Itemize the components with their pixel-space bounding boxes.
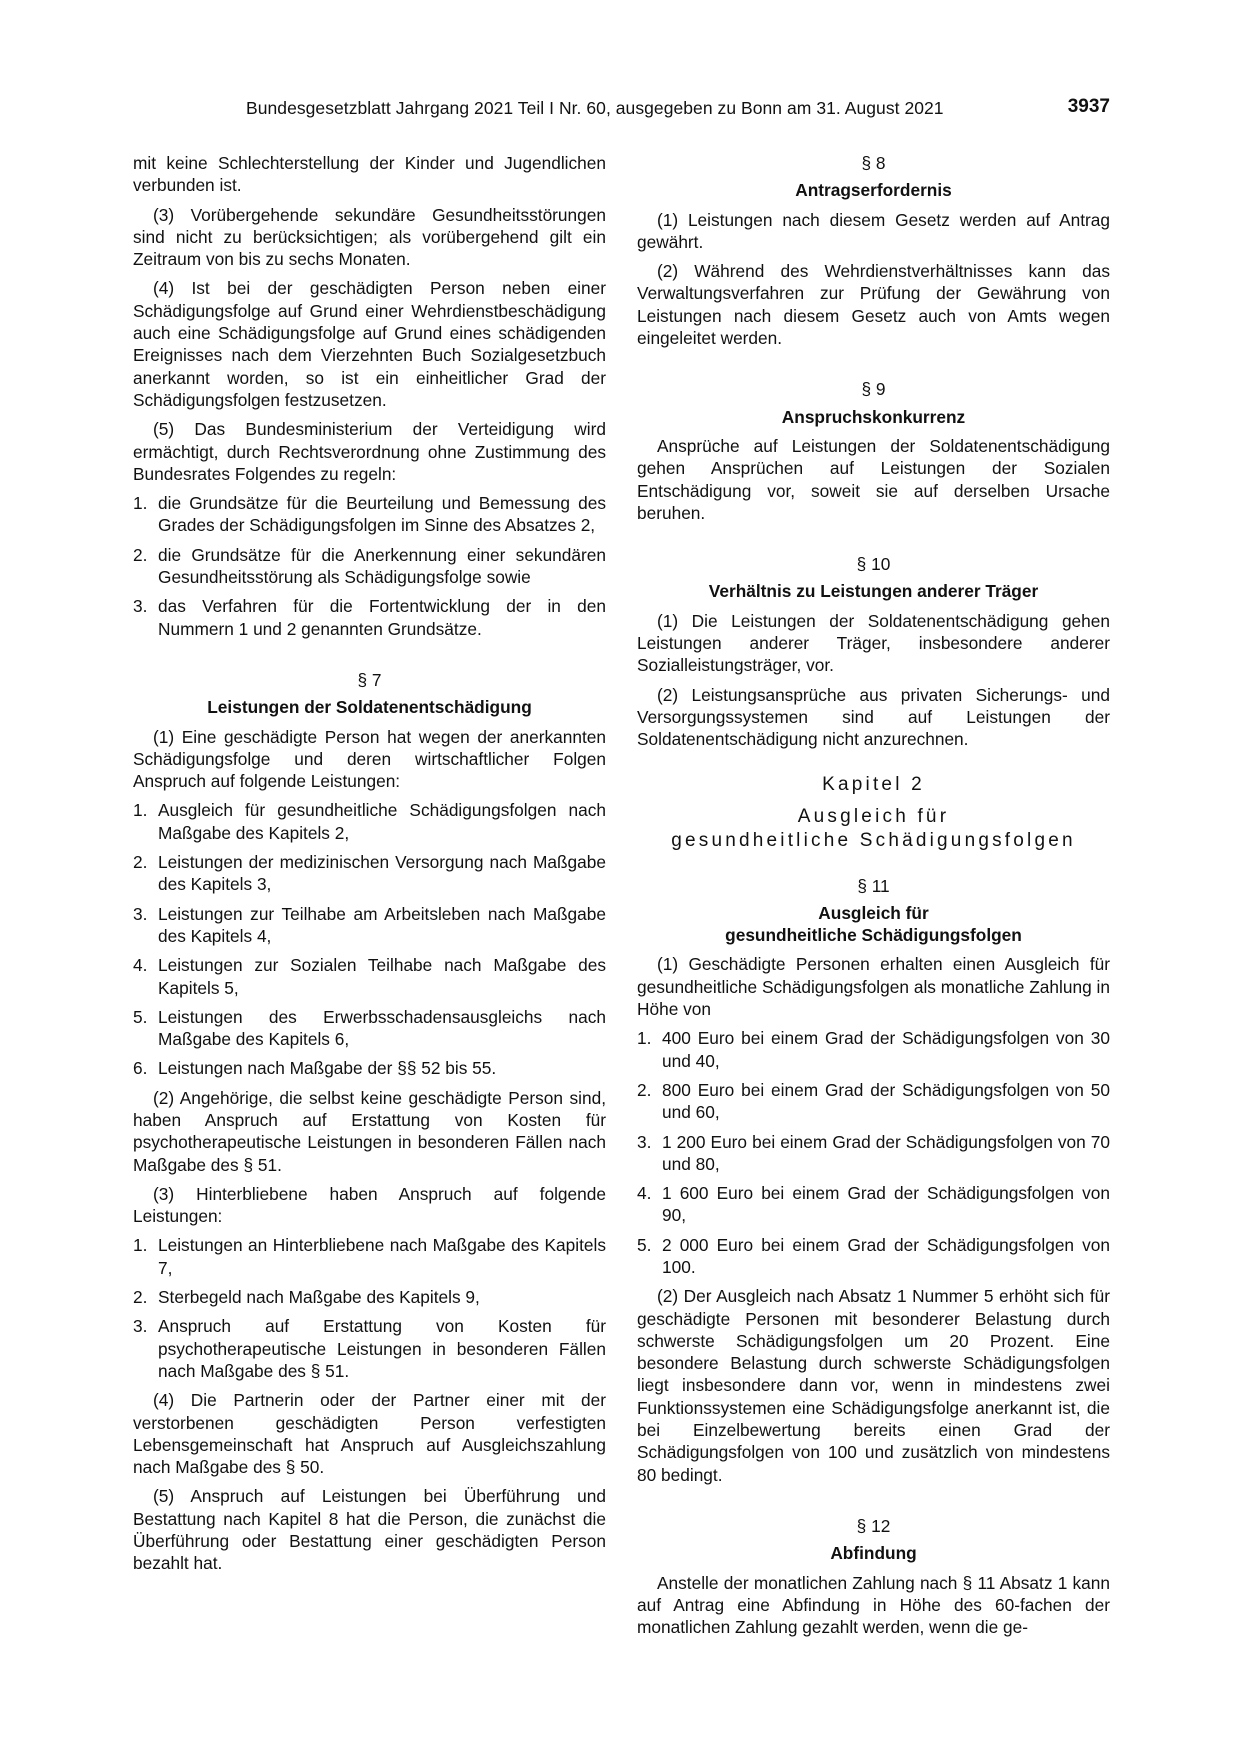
list-text: Leistungen nach Maßgabe der §§ 52 bis 55.	[158, 1058, 497, 1079]
paragraph: (1) Leistungen nach diesem Gesetz werden auf Antrag gewährt.	[637, 209, 1110, 252]
paragraph: Ansprüche auf Leistungen der Soldatenentschädigung gehen Ansprüchen auf Leistungen der Sozialen Entschädigung vor, soweit sie auf derselben Ursache beruhen.	[637, 435, 1110, 523]
numbered-list	[133, 799, 606, 1079]
list-number: 5.	[637, 1234, 652, 1255]
page-header	[246, 98, 1110, 128]
section-title: Abfindung	[830, 1543, 917, 1564]
list-number: 1.	[133, 800, 148, 821]
numbered-list	[637, 1027, 1110, 1278]
paragraph: (1) Geschädigte Personen erhalten einen Ausgleich für gesundheitliche Schädigungsfolgen als monatliche Zahlung in Höhe von	[637, 954, 1110, 1020]
paragraph: (4) Ist bei der geschädigten Person neben einer Schädigungsfolge auf Grund einer Wehrdienstbeschädigung auch eine Schädigungsfolge auf Grund eines schädigenden Ereignisses nach dem Vierzehnten Buch Sozialgesetzbuch anerkannt worden, so ist ein einheitlicher Grad der Schädigungsfolgen festzusetzen.	[133, 278, 606, 410]
list-item	[133, 1315, 606, 1382]
list-item	[637, 1234, 1110, 1279]
paragraph: (2) Während des Wehrdienstverhältnisses kann das Verwaltungsverfahren zur Prüfung der Gewährung von Leistungen nach diesem Gesetz auch von Amts wegen eingeleitet werden.	[637, 261, 1110, 349]
section-number: § 9	[861, 379, 886, 400]
list-item	[637, 1131, 1110, 1176]
list-text: Sterbegeld nach Maßgabe des Kapitels 9,	[158, 1287, 480, 1308]
chapter-heading: Kapitel 2	[822, 773, 925, 795]
list-number: 6.	[133, 1058, 148, 1079]
paragraph: (2) Der Ausgleich nach Absatz 1 Nummer 5 erhöht sich für geschädigte Personen mit besonderer Belastung durch schwerste Schädigungsfolgen um 20 Prozent. Eine besondere Belastung durch schwerste Schädigungsfolgen liegt insbesondere dann vor, wenn in mindestens zwei Funktionssystemen eine Schädigungsfolge anerkannt ist, die bei Einzelbewertung bereits einen Grad der Schädigungsfolgen von 100 und zusätzlich von mindestens 80 bedingt.	[637, 1286, 1110, 1485]
list-text: Anspruch auf Erstattung von Kosten für psychotherapeutische Leistungen in besonderen Fällen nach Maßgabe des § 51.	[158, 1316, 606, 1381]
list-text: Leistungen zur Teilhabe am Arbeitsleben nach Maßgabe des Kapitels 4,	[158, 903, 606, 946]
paragraph: mit keine Schlechterstellung der Kinder und Jugendlichen verbunden ist.	[133, 153, 606, 196]
section-number: § 10	[856, 554, 891, 575]
list-item	[133, 903, 606, 948]
section-title: gesundheitliche Schädigungsfolgen	[725, 925, 1022, 946]
numbered-list	[133, 1234, 606, 1382]
list-item	[133, 1286, 606, 1308]
section-title: Anspruchskonkurrenz	[781, 406, 966, 427]
list-number: 3.	[133, 903, 148, 924]
section-number: § 7	[357, 669, 382, 690]
list-text: 1 600 Euro bei einem Grad der Schädigungsfolgen von 90,	[662, 1183, 1110, 1226]
page-number: 3937	[1067, 96, 1110, 117]
list-number: 4.	[133, 955, 148, 976]
list-text: die Grundsätze für die Anerkennung einer sekundären Gesundheitsstörung als Schädigungsfolge sowie	[158, 544, 606, 588]
section-number: § 12	[856, 1515, 891, 1536]
list-text: Ausgleich für gesundheitliche Schädigungsfolgen nach Maßgabe des Kapitels 2,	[158, 800, 606, 843]
right-column	[637, 152, 1110, 1645]
list-item	[133, 1006, 606, 1051]
list-item	[133, 1234, 606, 1279]
paragraph: (3) Hinterbliebene haben Anspruch auf folgende Leistungen:	[133, 1183, 606, 1227]
list-text: Leistungen an Hinterbliebene nach Maßgabe des Kapitels 7,	[158, 1235, 606, 1278]
list-number: 2.	[133, 1287, 148, 1308]
chapter-subtitle: gesundheitliche Schädigungsfolgen	[671, 829, 1076, 851]
left-column	[133, 152, 606, 1582]
list-number: 5.	[133, 1006, 148, 1027]
section-title: Leistungen der Soldatenentschädigung	[207, 697, 532, 718]
section-title: Ausgleich für	[818, 902, 929, 923]
numbered-list	[133, 492, 606, 640]
list-text: die Grundsätze für die Beurteilung und Bemessung des Grades der Schädigungsfolgen im Sinne des Absatzes 2,	[158, 493, 606, 536]
section-number: § 11	[857, 875, 890, 896]
list-number: 3.	[133, 1316, 148, 1337]
section-title: Verhältnis zu Leistungen anderer Träger	[708, 581, 1039, 602]
list-item	[133, 595, 606, 640]
list-number: 1.	[637, 1028, 652, 1049]
list-item	[133, 851, 606, 896]
list-item	[133, 954, 606, 999]
list-text: 400 Euro bei einem Grad der Schädigungsfolgen von 30 und 40,	[662, 1028, 1110, 1071]
header-text: Bundesgesetzblatt Jahrgang 2021 Teil I Nr. 60, ausgegeben zu Bonn am 31. August 2021	[246, 98, 944, 118]
paragraph: (1) Eine geschädigte Person hat wegen der anerkannten Schädigungsfolge und deren wirtschaftlicher Folgen Anspruch auf folgende Leistungen:	[133, 726, 606, 792]
list-text: 2 000 Euro bei einem Grad der Schädigungsfolgen von 100.	[662, 1234, 1110, 1277]
list-number: 3.	[637, 1131, 652, 1152]
paragraph: (4) Die Partnerin oder der Partner einer mit der verstorbenen geschädigten Person verfestigten Lebensgemeinschaft hat Anspruch auf Ausgleichszahlung nach Maßgabe des § 50.	[133, 1390, 606, 1478]
list-text: das Verfahren für die Fortentwicklung der in den Nummern 1 und 2 genannten Grundsätze.	[158, 596, 606, 639]
paragraph: Anstelle der monatlichen Zahlung nach § 11 Absatz 1 kann auf Antrag eine Abfindung in Höhe des 60-fachen der monatlichen Zahlung gezahlt werden, wenn die ge-	[637, 1572, 1110, 1638]
list-number: 2.	[133, 544, 148, 565]
list-item	[133, 492, 606, 537]
list-item	[133, 544, 606, 589]
section-number: § 8	[861, 153, 886, 173]
paragraph: (1) Die Leistungen der Soldatenentschädigung gehen Leistungen anderer Träger, insbesondere anderer Sozialleistungsträger, vor.	[637, 610, 1110, 676]
section-title: Antragserfordernis	[795, 180, 952, 201]
list-number: 1.	[133, 1235, 148, 1256]
list-item	[133, 799, 606, 844]
paragraph: (2) Leistungsansprüche aus privaten Sicherungs- und Versorgungssystemen sind auf Leistungen der Soldatenentschädigung nicht anzurechnen.	[637, 684, 1110, 750]
list-number: 1.	[133, 493, 148, 514]
list-text: Leistungen zur Sozialen Teilhabe nach Maßgabe des Kapitels 5,	[158, 955, 606, 998]
list-item	[637, 1182, 1110, 1227]
chapter-subtitle: Ausgleich für	[797, 805, 950, 827]
paragraph: (5) Das Bundesministerium der Verteidigung wird ermächtigt, durch Rechtsverordnung ohne Zustimmung des Bundesrates Folgendes zu regeln:	[133, 419, 606, 484]
list-number: 3.	[133, 596, 148, 617]
paragraph: (3) Vorübergehende sekundäre Gesundheitsstörungen sind nicht zu berücksichtigen; als vorübergehend gilt ein Zeitraum von bis zu sechs Monaten.	[133, 204, 606, 270]
list-item	[637, 1027, 1110, 1072]
list-text: 1 200 Euro bei einem Grad der Schädigungsfolgen von 70 und 80,	[662, 1131, 1110, 1174]
list-item	[637, 1079, 1110, 1124]
list-text: Leistungen des Erwerbsschadensausgleichs nach Maßgabe des Kapitels 6,	[158, 1006, 606, 1050]
paragraph: (2) Angehörige, die selbst keine geschädigte Person sind, haben Anspruch auf Erstattung von Kosten für psychotherapeutische Leistungen in besonderen Fällen nach Maßgabe des § 51.	[133, 1087, 606, 1175]
list-number: 2.	[133, 852, 148, 873]
list-number: 2.	[637, 1079, 652, 1100]
list-number: 4.	[637, 1183, 652, 1204]
list-item	[133, 1057, 606, 1079]
paragraph: (5) Anspruch auf Leistungen bei Überführung und Bestattung nach Kapitel 8 hat die Person, die zunächst die Überführung oder Bestattung einer geschädigten Person bezahlt hat.	[133, 1486, 606, 1574]
list-text: Leistungen der medizinischen Versorgung nach Maßgabe des Kapitels 3,	[158, 852, 606, 895]
list-text: 800 Euro bei einem Grad der Schädigungsfolgen von 50 und 60,	[662, 1079, 1110, 1123]
